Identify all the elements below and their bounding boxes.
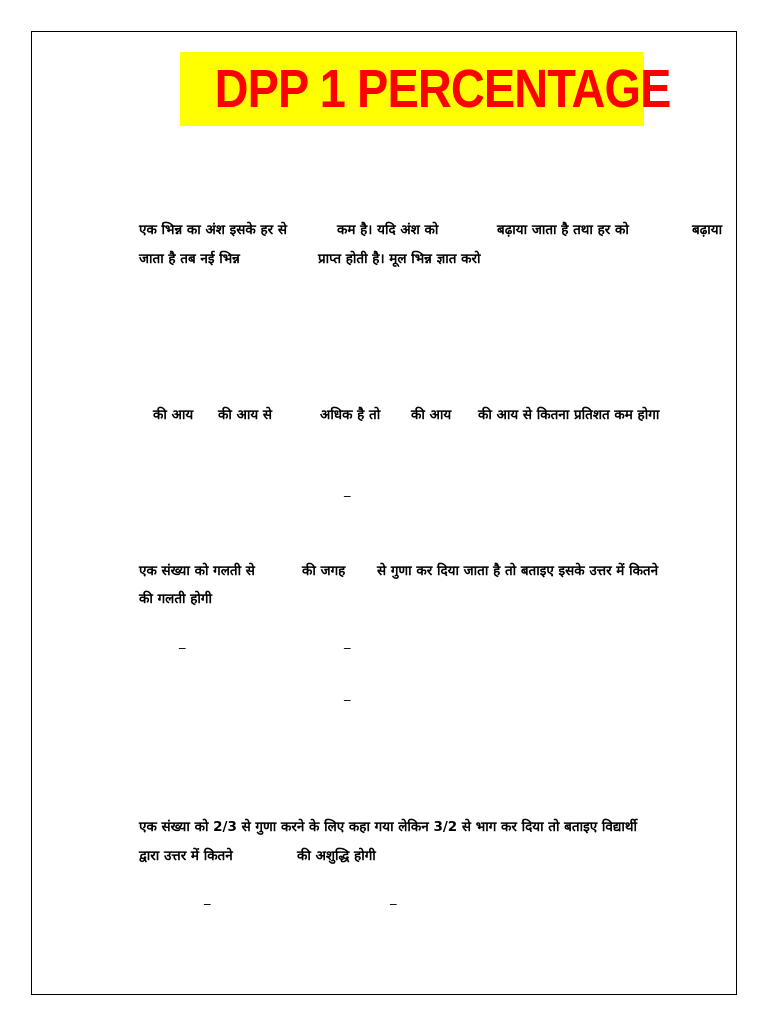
q2-text-part-3: अधिक है तो [320, 407, 381, 423]
q4-text-part-2: की अशुद्धि होगी [297, 848, 376, 864]
fraction-bar: _ [390, 891, 397, 906]
q1-text-part-6: प्राप्त होती है। मूल भिन्न ज्ञात करो [318, 251, 481, 267]
q3-text-part-2: की जगह [302, 563, 346, 579]
fraction-bar: _ [344, 483, 351, 498]
q3-text-part-4: की गलती होगी [139, 591, 212, 607]
q1-text-part-4: बढ़ाया [692, 222, 723, 238]
fraction-bar: _ [344, 687, 351, 702]
page-title: DPP 1 PERCENTAGE [180, 52, 644, 126]
q4-text-part-1: द्वारा उत्तर में कितने [139, 848, 233, 864]
q2-text-part-1: की आय [153, 407, 194, 423]
q2-text-part-2: की आय से [218, 407, 273, 423]
fraction-bar: _ [344, 635, 351, 650]
q4-text-line-1: एक संख्या को 2/3 से गुणा करने के लिए कहा गया लेकिन 3/2 से भाग कर दिया तो बताइए विद्यार्थी [139, 819, 638, 835]
q1-text-part-1: एक भिन्न का अंश इसके हर से [139, 222, 288, 238]
q3-text-part-3: से गुणा कर दिया जाता है तो बताइए इसके उत्तर में कितने [377, 563, 659, 579]
q2-text-part-4: की आय [411, 407, 452, 423]
page-border [31, 31, 737, 995]
fraction-bar: _ [179, 635, 186, 650]
q2-text-part-5: की आय से कितना प्रतिशत कम होगा [478, 407, 660, 423]
q1-text-part-2: कम है। यदि अंश को [337, 222, 439, 238]
q3-text-part-1: एक संख्या को गलती से [139, 563, 255, 579]
fraction-bar: _ [204, 891, 211, 906]
q1-text-part-5: जाता है तब नई भिन्न [139, 251, 240, 267]
q1-text-part-3: बढ़ाया जाता है तथा हर को [497, 222, 629, 238]
